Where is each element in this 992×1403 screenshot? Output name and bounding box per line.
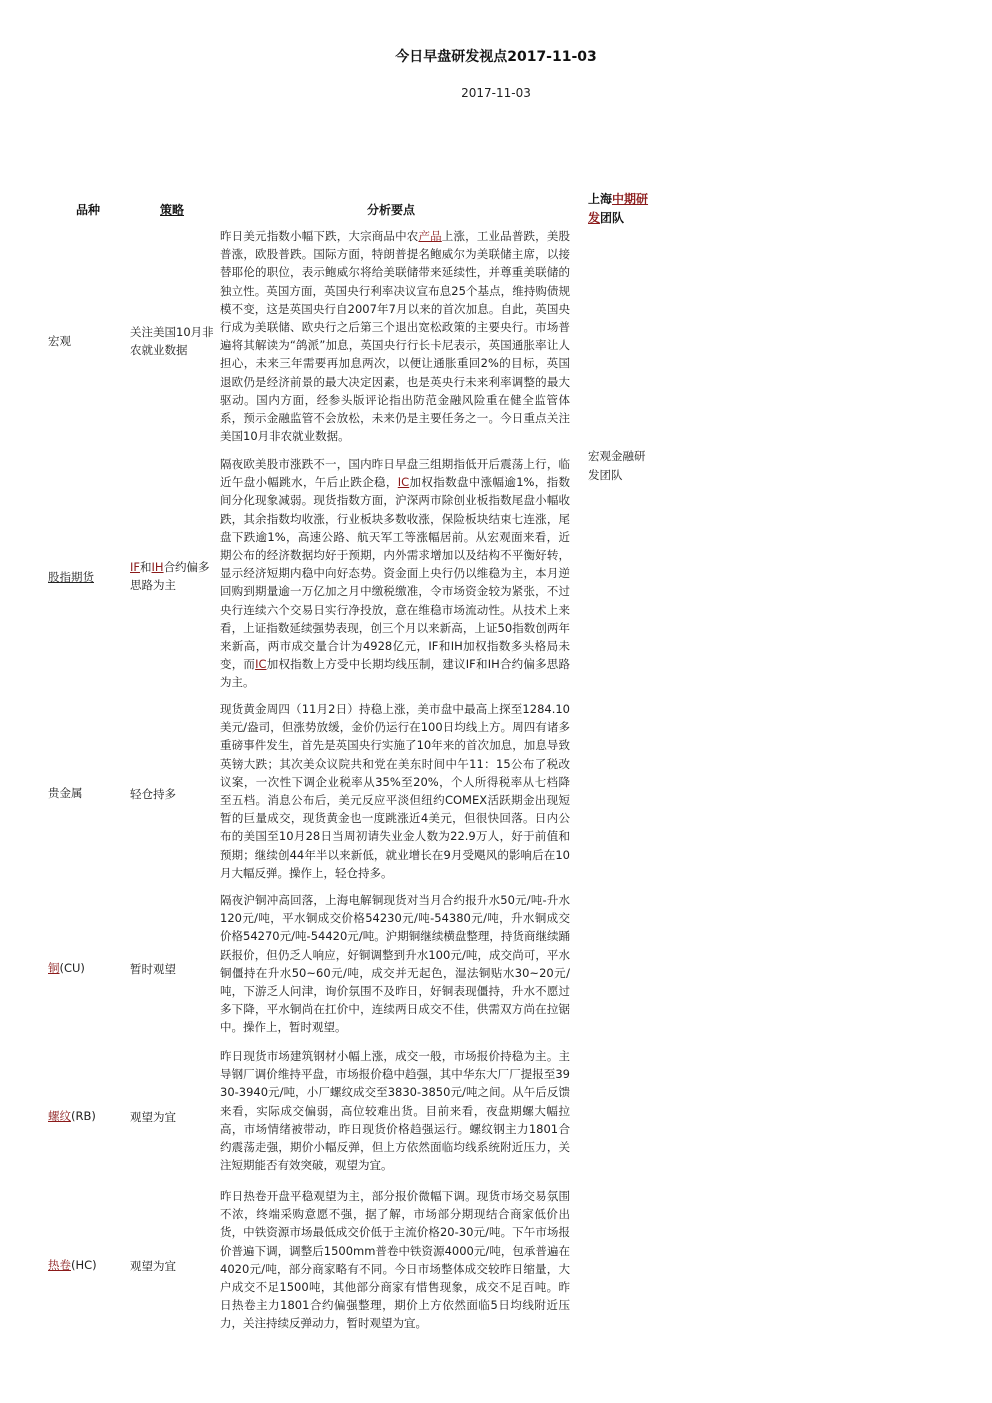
page-date: 2017-11-03	[461, 86, 531, 100]
research-link[interactable]: 研发	[588, 192, 649, 225]
analysis-cell: 昨日热卷开盘平稳观望为主，部分报价微幅下调。现货市场交易氛围不浓，终端采购意愿不强，据了解，市场部分期现结合商家低价出货，中铁资源市场最低成交价低于主流价格20-30元/吨。下午市场报价普遍下调，调整后1500mm普卷中铁资源4000元/吨，包承普遍在4020元/吨，部分商家略有不同。今日市场整体成交较昨日缩量，大户成交不足1500吨，其他部分商家有惜售现象，成交不足百吨。昨日热卷主力1801合约偏强整理，期价上方依然面临5日均线附近压力，关注持续反弹动力，暂时观望为宜。	[220, 1189, 570, 1331]
strategy-cell: IF和IH合约偏多思路为主	[130, 560, 210, 592]
variety-cell: 宏观	[48, 334, 71, 348]
strategy-cell: 观望为宜	[130, 1110, 176, 1124]
ih-link[interactable]: IH	[151, 560, 164, 574]
ic-link[interactable]: IC	[397, 475, 410, 490]
futures-link[interactable]: 中期	[612, 192, 637, 206]
strategy-cell: 观望为宜	[130, 1259, 176, 1273]
header-variety: 品种	[76, 203, 101, 217]
copper-link[interactable]: 铜	[48, 961, 60, 975]
hot-coil-link[interactable]: 热卷	[48, 1258, 71, 1272]
analysis-cell: 隔夜欧美股市涨跌不一，国内昨日早盘三组期指低开后震荡上行，临近午盘小幅跳水，午后止跌企稳，IC加权指数盘中涨幅逾1%，指数间分化现象减弱。现货指数方面，沪深两市除创业板指数尾盘小幅收跌，其余指数均收涨，行业板块多数收涨，保险板块结束七连涨，尾盘下跌逾1%，高速公路、航天军工等涨幅居前。从宏观面来看，近期公布的经济数据均好于预期，内外需求增加以及结构不平衡好转，显示经济短期内稳中向好态势。资金面上央行仍以维稳为主，本月逆回购到期量逾一万亿加之月中缴税缴准，令市场资金较为紧张，不过央行连续六个交易日实行净投放，意在维稳市场流动性。从技术上来看，上证指数延续强势表现，创三个月以来新高，上证50指数创两年来新高，两市成交量合计为4928亿元，IF和IH加权指数多头格局未变，而IC加权指数上方受中长期均线压制，建议IF和IH合约偏多思路为主。	[220, 457, 570, 690]
team-header	[588, 190, 650, 228]
strategy-cell: 暂时观望	[130, 962, 176, 976]
stock-index-futures-link[interactable]: 股指期货	[48, 570, 94, 584]
analysis-cell: 昨日美元指数小幅下跌，大宗商品中农产品上涨，工业品普跌，美股普涨，欧股普跌。国际方面，特朗普提名鲍威尔为美联储主席，以接替耶伦的职位，表示鲍威尔将给美联储带来延续性，并尊重美联储的独立性。英国方面，英国央行利率决议宣布息25个基点，维持购债规模不变，这是英国央行自2007年7月以来的首次加息。自此，英国央行成为美联储、欧央行之后第三个退出宽松政策的主要央行。市场普遍将其解读为“鸽派”加息，英国央行行长卡尼表示，英国通胀率让人担心，未来三年需要再加息两次，以便让通胀重回2%的目标，英国退欧仍是经济前景的最大决定因素，也是英央行未来利率调整的最大驱动。国内方面，经参头版评论指出防范金融风险重在健全监管体系，预示金融监管不会放松，未来仍是主要任务之一。今日重点关注美国10月非农就业数据。	[220, 229, 571, 444]
header-strategy-link[interactable]: 策略	[160, 203, 185, 217]
ic-link[interactable]: IC	[255, 657, 267, 672]
variety-cell: 贵金属	[48, 786, 83, 800]
variety-cell: 螺纹(RB)	[48, 1109, 96, 1123]
strategy-cell: 轻仓持多	[130, 787, 176, 801]
team-name: 宏观金融研发团队	[588, 449, 646, 482]
variety-cell: 铜(CU)	[48, 961, 85, 975]
analysis-cell: 现货黄金周四（11月2日）持稳上涨，美市盘中最高上探至1284.10美元/盎司，但涨势放缓，金价仍运行在100日均线上方。周四有诸多重磅事件发生，首先是英国央行实施了10年来的首次加息，加息导致英镑大跌；其次美众议院共和党在美东时间中午11：15公布了税改议案，一次性下调企业税率从35%至20%，个人所得税率从七档降至五档。消息公布后，美元反应平淡但纽约COMEX活跃期金出现短暂的巨量成交，现货黄金也一度跳涨近4美元，但很快回落。日内公布的美国至10月28日当周初请失业金人数为22.9万人，好于前值和预期；继续创44年半以来新低，就业增长在9月受飓风的影响后在10月大幅反弹。操作上，轻仓持多。	[220, 702, 570, 880]
if-link[interactable]: IF	[130, 560, 141, 574]
analysis-cell: 昨日现货市场建筑钢材小幅上涨，成交一般，市场报价持稳为主。主导钢厂调价维持平盘，市场报价稳中趋强，其中华东大厂厂提报至3930-3940元/吨，小厂螺纹成交至3830-3850元/吨之间。从午后反馈来看，实际成交偏弱，高位较难出货。目前来看，夜盘期螺大幅拉高，市场情绪被带动，昨日现货价格趋强运行。螺纹钢主力1801合约震荡走强，期价小幅反弹，但上方依然面临均线系统附近压力，关注短期能否有效突破，观望为宜。	[220, 1049, 570, 1173]
product-link[interactable]: 产品	[418, 229, 442, 243]
team-header-text: 上海	[588, 192, 613, 206]
header-analysis: 分析要点	[367, 203, 416, 217]
page-title: 今日早盘研发视点2017-11-03	[395, 49, 597, 65]
rebar-link[interactable]: 螺纹	[48, 1109, 71, 1123]
variety-cell: 热卷(HC)	[48, 1258, 97, 1272]
strategy-cell: 关注美国10月非农就业数据	[130, 325, 214, 357]
analysis-cell: 隔夜沪铜冲高回落，上海电解铜现货对当月合约报升水50元/吨-升水120元/吨，平水铜成交价格54230元/吨-54380元/吨，升水铜成交价格54270元/吨-54420元/吨。沪期铜继续横盘整理，持货商继续踊跃报价，但仍乏人响应，好铜调整到升水100元/吨，成交尚可，平水铜僵持在升水50~60元/吨，成交并无起色，湿法铜贴水30~20元/吨，下游乏人问津，询价氛围不及昨日，好铜表现僵持，升水不愿过多下降，平水铜尚在扛价中，连续两日成交不佳，供需双方尚在拉锯中。操作上，暂时观望。	[220, 893, 570, 1035]
team-header-text: 团队	[600, 211, 625, 225]
